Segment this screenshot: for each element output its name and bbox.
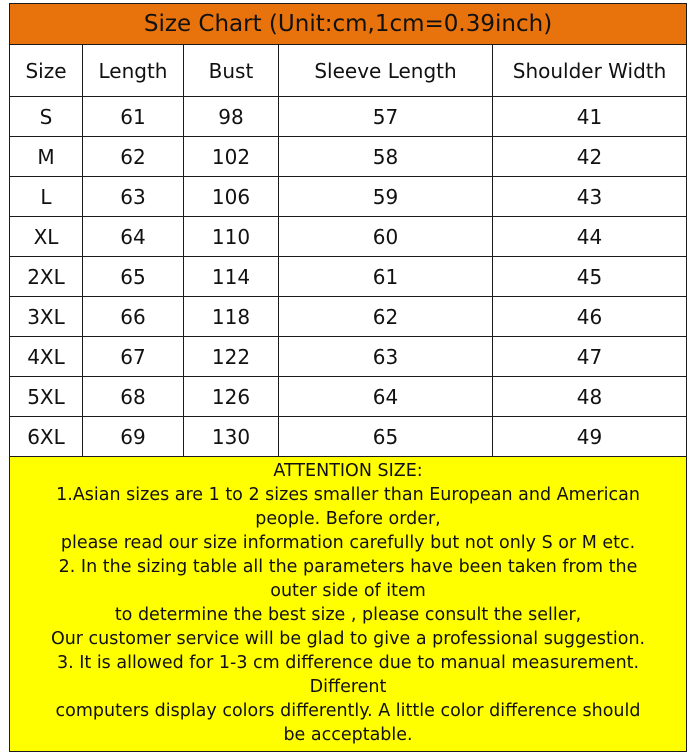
note-line: people. Before order, xyxy=(255,509,441,529)
note-line: computers display colors differently. A little color difference should xyxy=(55,701,641,721)
table-row xyxy=(10,177,687,217)
table-row xyxy=(10,377,687,417)
shoulder-width-cell: 46 xyxy=(493,297,687,337)
length-cell: 62 xyxy=(83,137,184,177)
shoulder-width-cell: 45 xyxy=(493,257,687,297)
table-row xyxy=(10,297,687,337)
bust-cell: 130 xyxy=(184,417,279,457)
header-row xyxy=(10,45,687,97)
sleeve-length-cell: 60 xyxy=(279,217,493,257)
bust-cell: 126 xyxy=(184,377,279,417)
note-line: 1.Asian sizes are 1 to 2 sizes smaller than European and American xyxy=(56,485,640,505)
shoulder-width-cell: 43 xyxy=(493,177,687,217)
size-cell: 2XL xyxy=(10,257,83,297)
size-cell: L xyxy=(10,177,83,217)
sleeve-length-cell: 57 xyxy=(279,97,493,137)
column-header-bust: Bust xyxy=(184,45,279,97)
table-row xyxy=(10,417,687,457)
shoulder-width-cell: 44 xyxy=(493,217,687,257)
length-cell: 64 xyxy=(83,217,184,257)
sleeve-length-cell: 59 xyxy=(279,177,493,217)
length-cell: 68 xyxy=(83,377,184,417)
size-cell: S xyxy=(10,97,83,137)
shoulder-width-cell: 48 xyxy=(493,377,687,417)
bust-cell: 98 xyxy=(184,97,279,137)
note-line: outer side of item xyxy=(270,581,426,601)
notes-heading: ATTENTION SIZE: xyxy=(273,461,423,481)
bust-cell: 122 xyxy=(184,337,279,377)
bust-cell: 118 xyxy=(184,297,279,337)
note-line: 3. It is allowed for 1-3 cm difference due to manual measurement. xyxy=(56,653,640,673)
sleeve-length-cell: 63 xyxy=(279,337,493,377)
size-cell: 3XL xyxy=(10,297,83,337)
sleeve-length-cell: 58 xyxy=(279,137,493,177)
size-cell: 5XL xyxy=(10,377,83,417)
note-line: 2. In the sizing table all the parameters have been taken from the xyxy=(58,557,638,577)
note-line: be acceptable. xyxy=(283,725,413,745)
length-cell: 69 xyxy=(83,417,184,457)
size-cell: M xyxy=(10,137,83,177)
length-cell: 63 xyxy=(83,177,184,217)
note-line: please read our size information carefully but not only S or M etc. xyxy=(60,533,636,553)
size-chart-table xyxy=(9,3,687,752)
sleeve-length-cell: 64 xyxy=(279,377,493,417)
table-row xyxy=(10,97,687,137)
size-cell: 6XL xyxy=(10,417,83,457)
note-line: to determine the best size , please consult the seller, xyxy=(114,605,582,625)
table-row xyxy=(10,137,687,177)
shoulder-width-cell: 42 xyxy=(493,137,687,177)
size-cell: 4XL xyxy=(10,337,83,377)
shoulder-width-cell: 47 xyxy=(493,337,687,377)
note-line: Our customer service will be glad to give a professional suggestion. xyxy=(50,629,646,649)
length-cell: 61 xyxy=(83,97,184,137)
table-row xyxy=(10,217,687,257)
size-cell: XL xyxy=(10,217,83,257)
bust-cell: 106 xyxy=(184,177,279,217)
column-header-shoulder-width: Shoulder Width xyxy=(493,45,687,97)
table-row xyxy=(10,257,687,297)
column-header-size: Size xyxy=(10,45,83,97)
column-header-sleeve-length: Sleeve Length xyxy=(279,45,493,97)
sleeve-length-cell: 61 xyxy=(279,257,493,297)
bust-cell: 110 xyxy=(184,217,279,257)
length-cell: 66 xyxy=(83,297,184,337)
chart-title: Size Chart (Unit:cm,1cm=0.39inch) xyxy=(10,4,687,45)
table-row xyxy=(10,337,687,377)
length-cell: 65 xyxy=(83,257,184,297)
shoulder-width-cell: 41 xyxy=(493,97,687,137)
column-header-length: Length xyxy=(83,45,184,97)
shoulder-width-cell: 49 xyxy=(493,417,687,457)
length-cell: 67 xyxy=(83,337,184,377)
bust-cell: 102 xyxy=(184,137,279,177)
sleeve-length-cell: 62 xyxy=(279,297,493,337)
sleeve-length-cell: 65 xyxy=(279,417,493,457)
attention-notes xyxy=(10,457,687,752)
note-line: Different xyxy=(309,677,387,697)
bust-cell: 114 xyxy=(184,257,279,297)
